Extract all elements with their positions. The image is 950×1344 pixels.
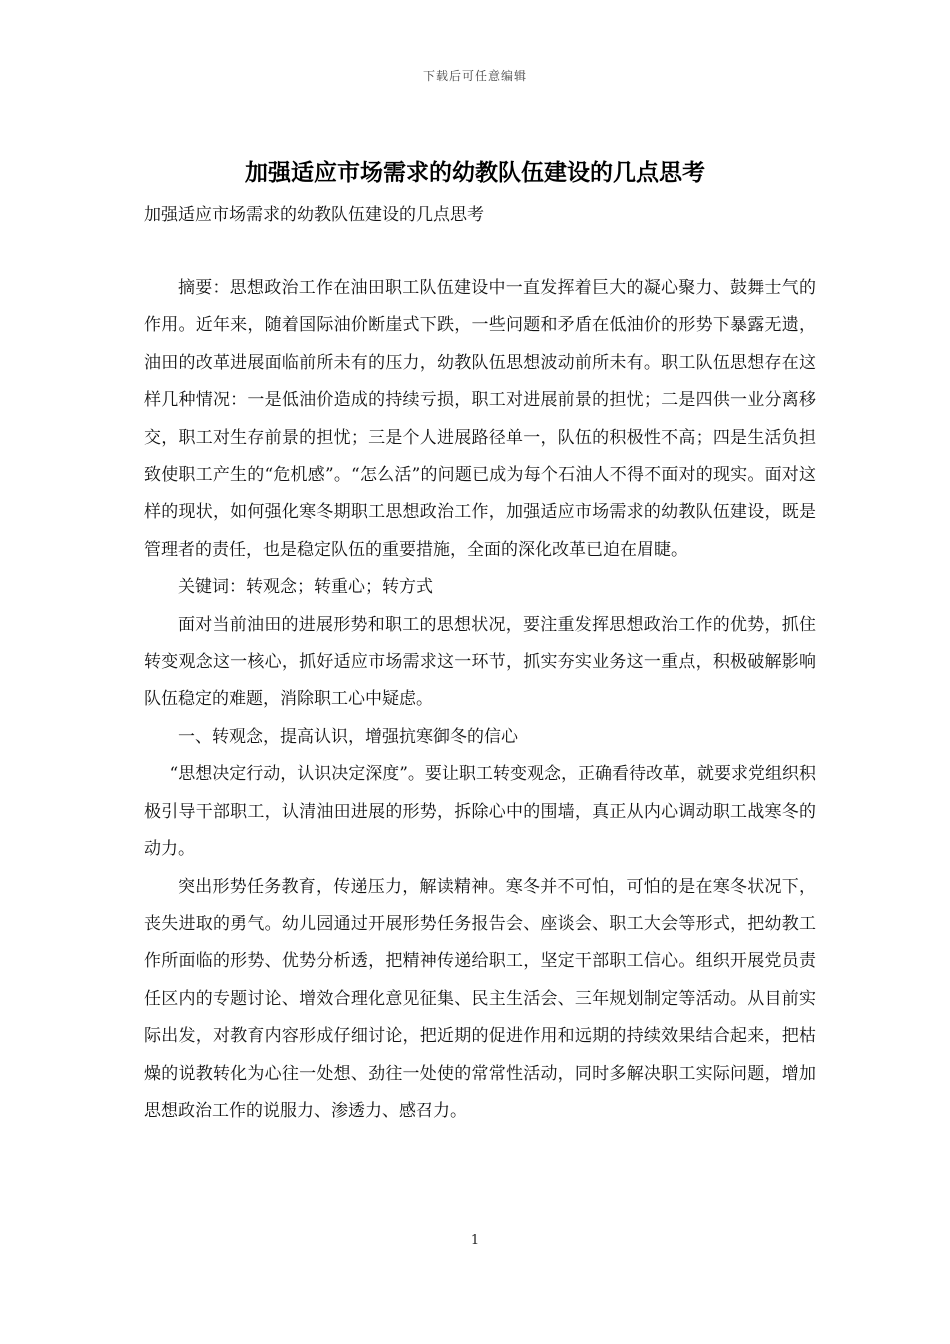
- intro-paragraph: 面对当前油田的进展形势和职工的思想状况，要注重发挥思想政治工作的优势，抓住转变观念这一核心，抓好适应市场需求这一环节，抓实夯实业务这一重点，积极破解影响队伍稳定的难题，消除职工心中疑虑。: [144, 614, 816, 710]
- document-body: [144, 270, 816, 1130]
- abstract-paragraph: 摘要：思想政治工作在油田职工队伍建设中一直发挥着巨大的凝心聚力、鼓舞士气的作用。近年来，随着国际油价断崖式下跌，一些问题和矛盾在低油价的形势下暴露无遗，油田的改革进展面临前所未有的压力，幼教队伍思想波动前所未有。职工队伍思想存在这样几种情况：一是低油价造成的持续亏损，职工对进展前景的担忧；二是四供一业分离移交，职工对生存前景的担忧；三是个人进展路径单一，队伍的积极性不高；四是生活负担致使职工产生的“危机感”。“怎么活”的问题已成为每个石油人不得不面对的现实。面对这样的现状，如何强化寒冬期职工思想政治工作，加强适应市场需求的幼教队伍建设，既是管理者的责任，也是稳定队伍的重要措施，全面的深化改革已迫在眉睫。: [144, 278, 816, 560]
- keywords-paragraph: 关键词：转观念；转重心；转方式: [178, 577, 433, 598]
- page-header-note: 下载后可任意编辑: [422, 69, 527, 83]
- document-subtitle: 加强适应市场需求的幼教队伍建设的几点思考: [144, 205, 484, 225]
- document-title: 加强适应市场需求的幼教队伍建设的几点思考: [245, 159, 705, 186]
- section-1-paragraph-1: “思想决定行动，认识决定深度”。要让职工转变观念，正确看待改革，就要求党组织积极引导干部职工，认清油田进展的形势，拆除心中的围墙，真正从内心调动职工战寒冬的动力。: [144, 764, 816, 860]
- page-number: 1: [470, 1233, 480, 1248]
- section-1-paragraph-2: 突出形势任务教育，传递压力，解读精神。寒冬并不可怕，可怕的是在寒冬状况下，丧失进取的勇气。幼儿园通过开展形势任务报告会、座谈会、职工大会等形式，把幼教工作所面临的形势、优势分析透，把精神传递给职工，坚定干部职工信心。组织开展党员责任区内的专题讨论、增效合理化意见征集、民主生活会、三年规划制定等活动。从目前实际出发，对教育内容形成仔细讨论，把近期的促进作用和远期的持续效果结合起来，把枯燥的说教转化为心往一处想、劲往一处使的常常性活动，同时多解决职工实际问题，增加思想政治工作的说服力、渗透力、感召力。: [144, 876, 816, 1121]
- section-1-heading: 一、转观念，提高认识，增强抗寒御冬的信心: [178, 726, 518, 747]
